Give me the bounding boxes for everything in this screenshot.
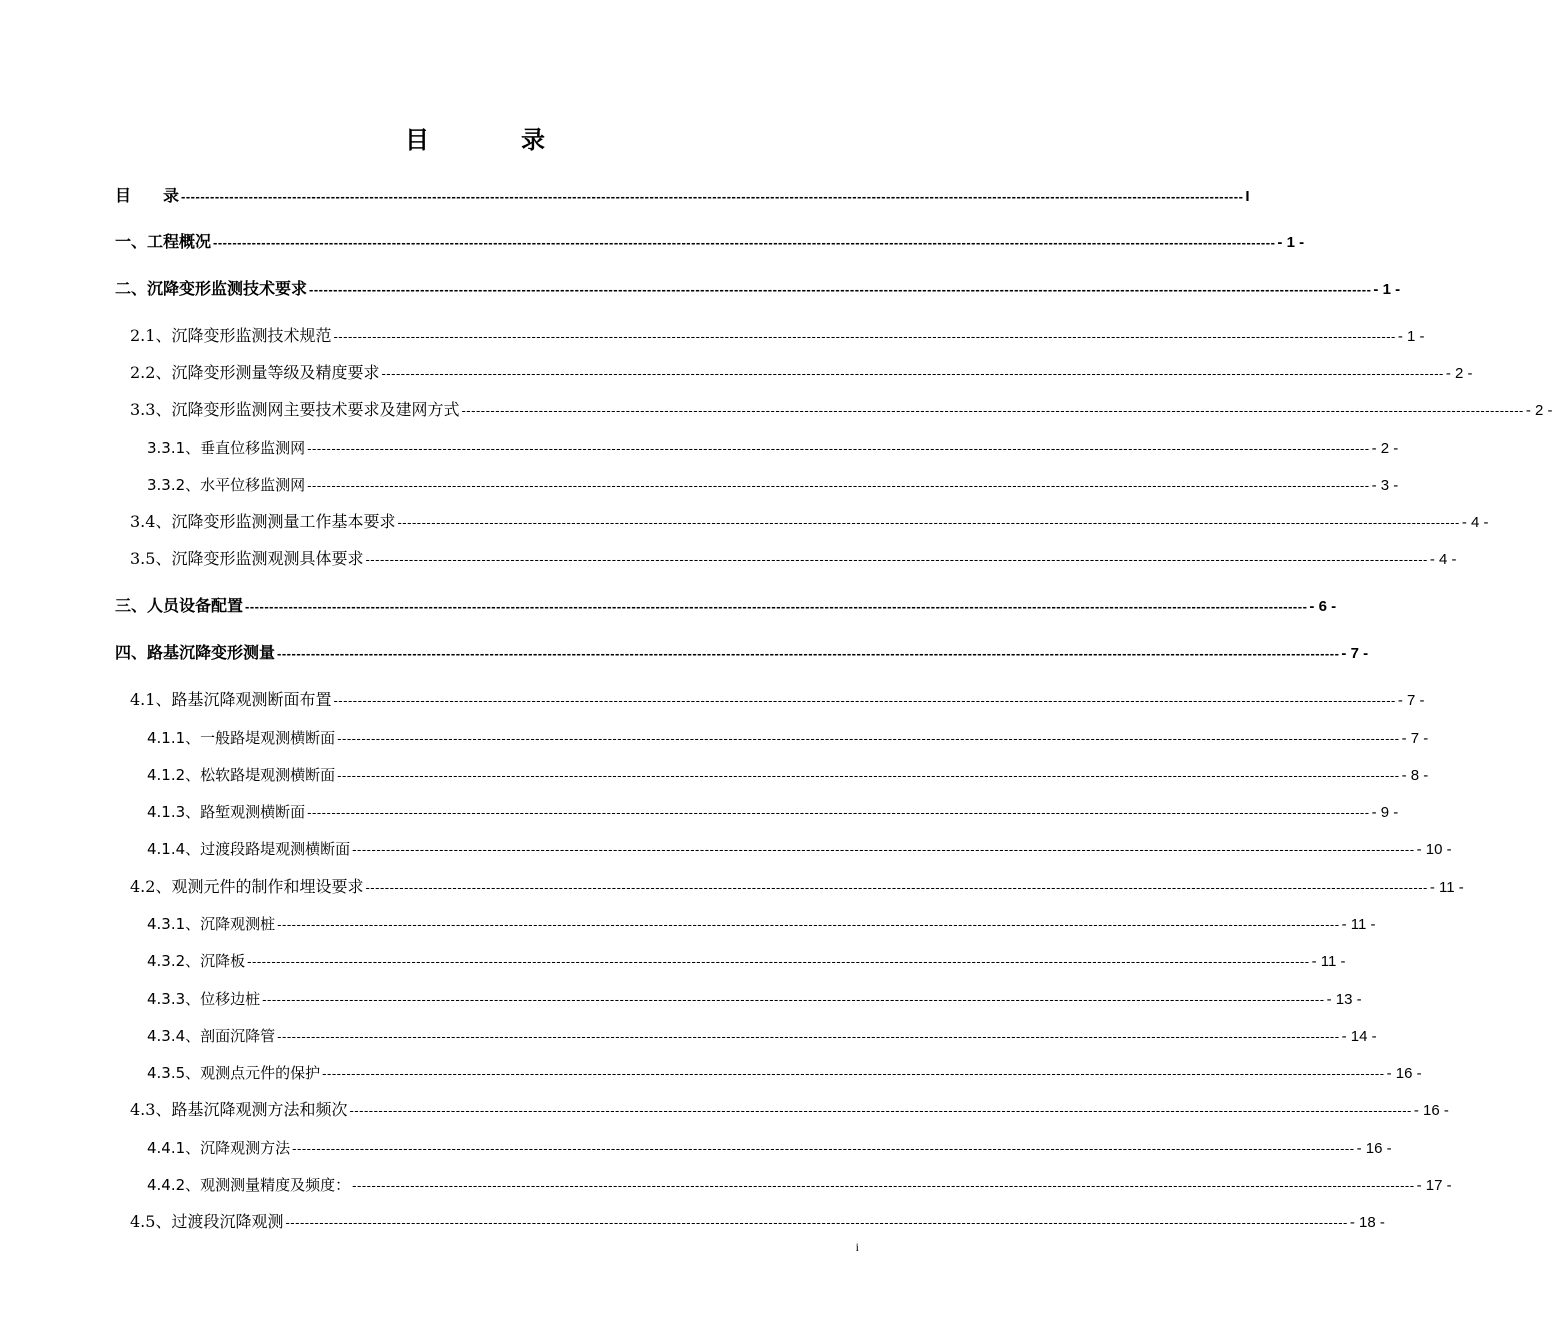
toc-entry[interactable]	[147, 1173, 1452, 1197]
toc-entry-title: 4.3.3、位移边桩	[147, 990, 261, 1008]
toc-dot-leader: ----------------------------------------------------------------------------------------------------------------------------------------------------------------------------------------------------------------------------	[307, 805, 1370, 820]
toc-dot-leader: ----------------------------------------------------------------------------------------------------------------------------------------------------------------------------------------------------------------------------	[337, 731, 1400, 746]
toc-entry-page-number: - 2 -	[1445, 365, 1473, 382]
toc-dot-leader: ----------------------------------------------------------------------------------------------------------------------------------------------------------------------------------------------------------------------------	[247, 954, 1310, 969]
toc-entry[interactable]	[130, 688, 1425, 712]
toc-dot-leader: ----------------------------------------------------------------------------------------------------------------------------------------------------------------------------------------------------------------------------	[397, 515, 1460, 530]
toc-entry-title: 4.3、路基沉降观测方法和频次	[130, 1100, 348, 1119]
toc-entry[interactable]	[130, 1098, 1449, 1122]
toc-entry-page-number: I	[1245, 188, 1250, 205]
toc-entry-page-number: - 11 -	[1311, 953, 1346, 970]
toc-entry-page-number: - 6 -	[1309, 598, 1337, 615]
toc-dot-leader: ----------------------------------------------------------------------------------------------------------------------------------------------------------------------------------------------------------------------------	[461, 403, 1524, 418]
toc-entry-title: 4.1、路基沉降观测断面布置	[130, 690, 332, 709]
toc-dot-leader: ----------------------------------------------------------------------------------------------------------------------------------------------------------------------------------------------------------------------------	[309, 282, 1372, 297]
toc-entry-title: 二、沉降变形监测技术要求	[115, 279, 308, 298]
toc-entry-title: 4.3.4、剖面沉降管	[147, 1027, 276, 1045]
toc-entry[interactable]	[147, 1061, 1422, 1085]
toc-dot-leader: ----------------------------------------------------------------------------------------------------------------------------------------------------------------------------------------------------------------------------	[285, 1215, 1348, 1230]
toc-dot-leader: ----------------------------------------------------------------------------------------------------------------------------------------------------------------------------------------------------------------------------	[349, 1103, 1412, 1118]
toc-entry-title: 四、路基沉降变形测量	[115, 643, 276, 662]
toc-entry-page-number: - 16 -	[1386, 1065, 1422, 1082]
toc-entry-title: 3.3.1、垂直位移监测网	[147, 439, 306, 457]
toc-dot-leader: ----------------------------------------------------------------------------------------------------------------------------------------------------------------------------------------------------------------------------	[277, 646, 1340, 661]
toc-entry-page-number: - 17 -	[1416, 1177, 1452, 1194]
toc-entry[interactable]	[130, 875, 1464, 899]
toc-entry[interactable]	[130, 324, 1425, 348]
toc-entry[interactable]	[115, 594, 1337, 618]
toc-entry[interactable]	[147, 837, 1452, 861]
toc-entry-title: 4.1.3、路堑观测横断面	[147, 803, 306, 821]
toc-dot-leader: ----------------------------------------------------------------------------------------------------------------------------------------------------------------------------------------------------------------------------	[352, 842, 1415, 857]
toc-entry-page-number: - 14 -	[1341, 1028, 1377, 1045]
toc-entry-page-number: - 7 -	[1397, 692, 1425, 709]
toc-entry[interactable]	[130, 361, 1473, 385]
toc-entry[interactable]	[147, 473, 1399, 497]
toc-dot-leader: ----------------------------------------------------------------------------------------------------------------------------------------------------------------------------------------------------------------------------	[277, 1029, 1340, 1044]
toc-entry-page-number: - 1 -	[1397, 328, 1425, 345]
toc-entry-page-number: - 1 -	[1277, 234, 1305, 251]
toc-entry[interactable]	[147, 949, 1346, 973]
toc-entry[interactable]	[147, 726, 1429, 750]
toc-entry-title: 4.3.1、沉降观测桩	[147, 915, 276, 933]
toc-entry-title: 4.1.4、过渡段路堤观测横断面	[147, 840, 351, 858]
toc-entry-title: 三、人员设备配置	[115, 596, 244, 615]
toc-entry-title: 4.5、过渡段沉降观测	[130, 1212, 284, 1231]
toc-entry-page-number: - 11 -	[1429, 879, 1464, 896]
toc-entry-page-number: - 7 -	[1401, 730, 1429, 747]
toc-entry[interactable]	[147, 436, 1399, 460]
toc-entry[interactable]	[115, 184, 1250, 208]
toc-entry-title: 4.3.2、沉降板	[147, 952, 246, 970]
toc-entry-page-number: - 2 -	[1525, 402, 1553, 419]
toc-entry[interactable]	[115, 230, 1305, 254]
toc-entry[interactable]	[147, 1024, 1377, 1048]
toc-entry[interactable]	[130, 398, 1553, 422]
toc-dot-leader: ----------------------------------------------------------------------------------------------------------------------------------------------------------------------------------------------------------------------------	[352, 1178, 1415, 1193]
toc-entry-title: 3.5、沉降变形监测观测具体要求	[130, 549, 364, 568]
toc-entry-page-number: - 7 -	[1341, 645, 1369, 662]
toc-entry[interactable]	[147, 912, 1376, 936]
toc-entry[interactable]	[147, 987, 1362, 1011]
toc-dot-leader: ----------------------------------------------------------------------------------------------------------------------------------------------------------------------------------------------------------------------------	[322, 1066, 1385, 1081]
toc-entry[interactable]	[147, 763, 1429, 787]
toc-dot-leader: ----------------------------------------------------------------------------------------------------------------------------------------------------------------------------------------------------------------------------	[337, 768, 1400, 783]
toc-entry-page-number: - 9 -	[1371, 804, 1399, 821]
toc-dot-leader: ----------------------------------------------------------------------------------------------------------------------------------------------------------------------------------------------------------------------------	[245, 599, 1308, 614]
toc-dot-leader: ----------------------------------------------------------------------------------------------------------------------------------------------------------------------------------------------------------------------------	[307, 478, 1370, 493]
toc-entry-title: 目 录	[115, 186, 180, 205]
toc-entry-page-number: - 2 -	[1371, 440, 1399, 457]
toc-entry-page-number: - 13 -	[1326, 991, 1362, 1008]
toc-entry-page-number: - 11 -	[1341, 916, 1376, 933]
toc-entry[interactable]	[147, 1136, 1392, 1160]
toc-entry-page-number: - 18 -	[1349, 1214, 1385, 1231]
toc-entry-page-number: - 8 -	[1401, 767, 1429, 784]
toc-dot-leader: ----------------------------------------------------------------------------------------------------------------------------------------------------------------------------------------------------------------------------	[262, 992, 1325, 1007]
toc-entry-page-number: - 3 -	[1371, 477, 1399, 494]
page-title: 目 录	[405, 126, 579, 154]
toc-entry[interactable]	[115, 641, 1369, 665]
toc-dot-leader: ----------------------------------------------------------------------------------------------------------------------------------------------------------------------------------------------------------------------------	[181, 189, 1244, 204]
toc-dot-leader: ----------------------------------------------------------------------------------------------------------------------------------------------------------------------------------------------------------------------------	[277, 917, 1340, 932]
toc-dot-leader: ----------------------------------------------------------------------------------------------------------------------------------------------------------------------------------------------------------------------------	[333, 329, 1396, 344]
toc-entry-title: 4.3.5、观测点元件的保护	[147, 1064, 321, 1082]
toc-entry-title: 4.2、观测元件的制作和埋设要求	[130, 877, 364, 896]
page-footer-number: i	[855, 1240, 859, 1254]
toc-entry[interactable]	[130, 510, 1489, 534]
toc-entry-page-number: - 16 -	[1413, 1102, 1449, 1119]
toc-dot-leader: ----------------------------------------------------------------------------------------------------------------------------------------------------------------------------------------------------------------------------	[381, 366, 1444, 381]
toc-entry-title: 3.3.2、水平位移监测网	[147, 476, 306, 494]
toc-entry-title: 4.1.2、松软路堤观测横断面	[147, 766, 336, 784]
toc-entry-page-number: - 10 -	[1416, 841, 1452, 858]
toc-entry-page-number: - 16 -	[1356, 1140, 1392, 1157]
toc-entry[interactable]	[130, 1210, 1385, 1234]
toc-entry-title: 3.4、沉降变形监测测量工作基本要求	[130, 512, 396, 531]
toc-entry-title: 4.4.1、沉降观测方法	[147, 1139, 291, 1157]
toc-entry-title: 一、工程概况	[115, 232, 212, 251]
toc-dot-leader: ----------------------------------------------------------------------------------------------------------------------------------------------------------------------------------------------------------------------------	[365, 880, 1428, 895]
toc-entry-page-number: - 4 -	[1461, 514, 1489, 531]
toc-dot-leader: ----------------------------------------------------------------------------------------------------------------------------------------------------------------------------------------------------------------------------	[365, 552, 1428, 567]
toc-entry-title: 2.1、沉降变形监测技术规范	[130, 326, 332, 345]
toc-entry-page-number: - 4 -	[1429, 551, 1457, 568]
toc-entry-title: 3.3、沉降变形监测网主要技术要求及建网方式	[130, 400, 460, 419]
toc-entry[interactable]	[115, 277, 1401, 301]
toc-entry-page-number: - 1 -	[1373, 281, 1401, 298]
toc-entry-title: 4.4.2、观测测量精度及频度：	[147, 1176, 351, 1194]
toc-entry-title: 2.2、沉降变形测量等级及精度要求	[130, 363, 380, 382]
toc-entry-title: 4.1.1、一般路堤观测横断面	[147, 729, 336, 747]
toc-dot-leader: ----------------------------------------------------------------------------------------------------------------------------------------------------------------------------------------------------------------------------	[292, 1141, 1355, 1156]
toc-dot-leader: ----------------------------------------------------------------------------------------------------------------------------------------------------------------------------------------------------------------------------	[213, 235, 1276, 250]
toc-dot-leader: ----------------------------------------------------------------------------------------------------------------------------------------------------------------------------------------------------------------------------	[333, 693, 1396, 708]
toc-dot-leader: ----------------------------------------------------------------------------------------------------------------------------------------------------------------------------------------------------------------------------	[307, 441, 1370, 456]
toc-entry[interactable]	[130, 547, 1457, 571]
toc-entry[interactable]	[147, 800, 1399, 824]
